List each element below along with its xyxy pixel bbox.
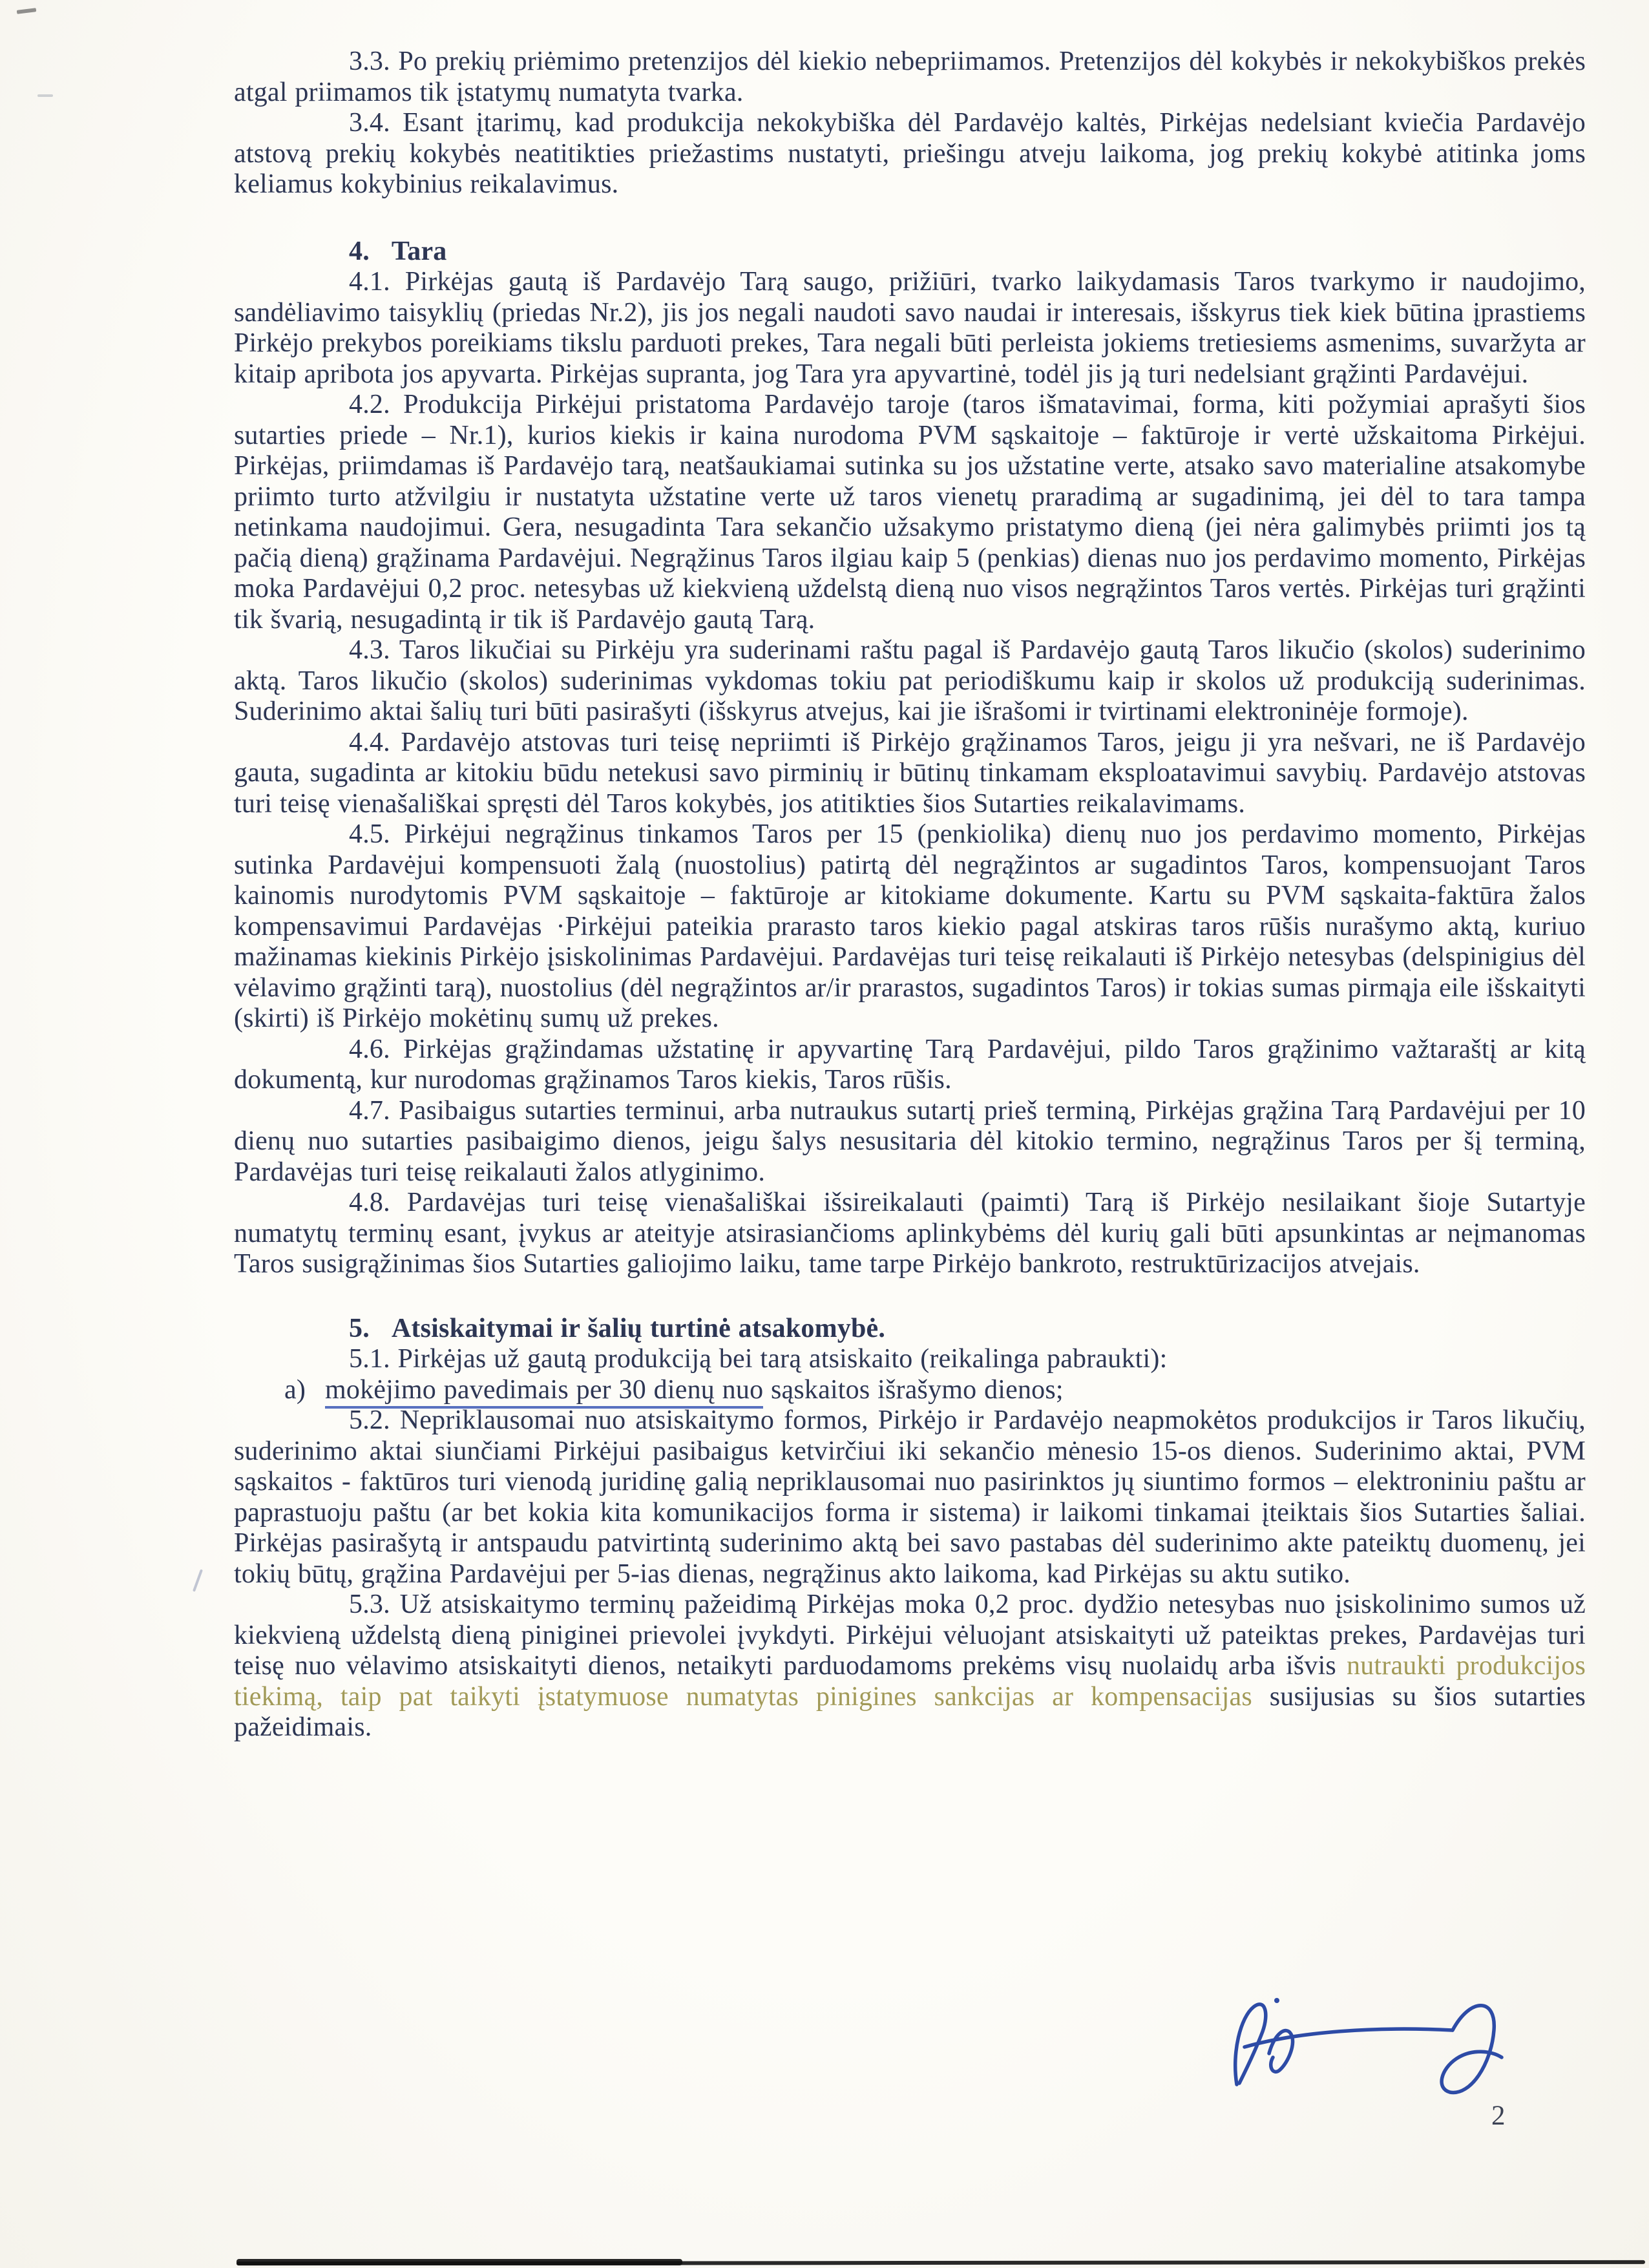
- scan-artifact-mark: [37, 94, 53, 97]
- signature-stroke: [1442, 2006, 1502, 2093]
- clause-5-3-faded-text: nutraukti produkcijos tiekimą, taip pat taikyti įstatymuose numatytas pinigines sankcijas ar kompensacijas: [234, 1651, 1586, 1712]
- clause-5-2: 5.2. Nepriklausomai nuo atsiskaitymo formos, Pirkėjo ir Pardavėjo neapmokėtos produkcijos ir Taros likučių, suderinimo aktai siunčiami Pirkėjui pasibaigus ketvirčiui iki sekančio mėnesio 15-os dienos. Suderinimo aktai, PVM sąskaitos - faktūros turi vienodą juridinę galią nepriklausomai nuo pasirinktos jų siuntimo formos – elektroniniu paštu ar paprastuoju paštu (ar bet kokia kita komunikacijos forma ir sistema) ir laikomi tinkamai įteiktais šios Sutarties šaliai. Pirkėjas pasirašytą ir antspaudu patvirtintą suderinimo aktą bei savo pastabas dėl suderinimo akte pateiktų duomenų, jei tokių būtų, grąžina Pardavėjui per 5-ias dienas, negrąžinus akto laikoma, kad Pirkėjas su aktu sutiko.: [234, 1405, 1586, 1589]
- clause-5-3-end: susijusias su šios sutarties pažeidimais.: [234, 1681, 1586, 1742]
- scan-edge-artifact: [236, 2259, 682, 2265]
- clause-4-4: 4.4. Pardavėjo atstovas turi teisę nepriimti iš Pirkėjo grąžinamos Taros, jeigu ji yra nešvari, ne iš Pardavėjo gauta, sugadinta ar kitokiu būdu netekusi savo pirminių ir būtinų tinkamam eksploatavimui savybių. Pardavėjo atstovas turi teisę vienašališkai spręsti dėl Taros kokybės, jos atitikties šios Sutarties reikalavimams.: [234, 727, 1586, 819]
- clause-4-5: 4.5. Pirkėjui negrąžinus tinkamos Taros per 15 (penkiolika) dienų nuo jos perdavimo momento, Pirkėjas sutinka Pardavėjui kompensuoti žalą (nuostolius) patirtą dėl negrąžintos ar sugadintos Taros, kompensuojant Taros kainomis nurodytomis PVM sąskaitoje – faktūroje ar kitokiame dokumente. Kartu su PVM sąskaita-faktūra žalos kompensavimui Pardavėjas ·Pirkėjui pateikia prarasto taros kiekio pagal atskiras taros rūšis nurašymo aktą, kuriuo mažinamas kiekinis Pirkėjo įsiskolinimas Pardavėjui. Pardavėjas turi teisę reikalauti iš Pirkėjo netesybas (delspinigius dėl vėlavimo grąžinti tarą), nuostolius (dėl negrąžintos ar/ir prarastos, sugadintos Taros) ir tokias sumas pirmąja eile išskaityti (skirti) iš Pirkėjo mokėtinų sumų už prekes.: [234, 819, 1586, 1033]
- signature: [1182, 1955, 1518, 2123]
- section-5-heading: [234, 1314, 1586, 1345]
- payment-option-a: [234, 1375, 1586, 1406]
- signature-dot: [1274, 1998, 1279, 2003]
- item-a-underlined-text: mokėjimo pavedimais per 30 dienų nuo: [325, 1375, 763, 1409]
- clause-4-7: 4.7. Pasibaigus sutarties terminui, arba nutraukus sutartį prieš terminą, Pirkėjas grąžina Tarą Pardavėjui per 10 dienų nuo sutarties pasibaigimo dienos, jeigu šalys nesusitaria dėl kitokio termino, negrąžinus Taros per šį terminą, Pardavėjas turi teisę reikalauti žalos atlyginimo.: [234, 1095, 1586, 1187]
- clause-4-2: 4.2. Produkcija Pirkėjui pristatoma Pardavėjo taroje (taros išmatavimai, forma, kiti požymiai aprašyti šios sutarties priede – Nr.1), kurios kiekis ir kaina nurodoma PVM sąskaitoje – faktūroje ir vertė užskaitoma Pirkėjui. Pirkėjas, priimdamas iš Pardavėjo tarą, neatšaukiamai sutinka su jos užstatine verte, atsako savo materialine atsakomybe priimto turto atžvilgiu ir nustatyta užstatine verte už taros vienetų praradimą ar sugadinimą, jei dėl to tara tampa netinkama naudojimui. Gera, nesugadinta Tara sekančio užsakymo pristatymo dieną (jei nėra galimybės priimti jos tą pačią dieną) grąžinama Pardavėjui. Negrąžinus Taros ilgiau kaip 5 (penkias) dienas nuo jos perdavimo momento, Pirkėjas moka Pardavėjui 0,2 proc. netesybas už kiekvieną uždelstą dieną nuo visos negrąžintos Taros vertės. Pirkėjas turi grąžinti tik švarią, nesugadintą ir tik iš Pardavėjo gautą Tarą.: [234, 390, 1586, 635]
- scan-artifact-mark: [193, 1569, 203, 1591]
- clause-4-3: 4.3. Taros likučiai su Pirkėju yra suderinami raštu pagal iš Pardavėjo gautą Taros likučio (skolos) suderinimo aktą. Taros likučio (skolos) suderinimas vykdomas tokiu pat periodiškumu kaip ir skolos už produkciją suderinimas. Suderinimo aktai šalių turi būti pasirašyti (išskyrus atvejus, kai jie išrašomi ir tvirtinami elektroninėje formoje).: [234, 635, 1586, 726]
- scan-artifact-mark: [17, 8, 37, 14]
- clause-3-4: 3.4. Esant įtarimų, kad produkcija nekokybiška dėl Pardavėjo kaltės, Pirkėjas nedelsiant kviečia Pardavėjo atstovą prekių kokybės neatitikties priežastims nustatyti, priešingu atveju laikoma, jog prekių kokybė atitinka joms keliamus kokybinius reikalavimus.: [234, 108, 1586, 199]
- signature-stroke: [1245, 2029, 1453, 2047]
- clause-4-8: 4.8. Pardavėjas turi teisę vienašališkai išsireikalauti (paimti) Tarą iš Pirkėjo nesilaikant šioje Sutartyje numatytų terminų esant, įvykus ar ateityje atsirasiančioms aplinkybėms dėl kurių gali būti apsunkintas ar neįmanomas Taros susigrąžinimas šios Sutarties galiojimo laiku, tame tarpe Pirkėjo bankroto, restruktūrizacijos atvejais.: [234, 1188, 1586, 1279]
- signature-strokes: [1235, 1998, 1502, 2092]
- page-number: 2: [1491, 2101, 1506, 2131]
- section-4-title: Tara: [391, 236, 447, 266]
- item-a-rest-text: sąskaitos išrašymo dienos;: [763, 1374, 1064, 1405]
- section-5-number: 5.: [349, 1313, 370, 1343]
- clause-5-3-start: 5.3. Už atsiskaitymo terminų pažeidimą Pirkėjas moka 0,2 proc. dydžio netesybas nuo įsiskolinimo sumos už kiekvieną uždelstą dieną piniginei prievolei įvykdyti. Pirkėjui vėluojant atsiskaityti už pateiktas prekes, Pardavėjas turi teisę nuo vėlavimo atsiskaityti dienos, netaikyti parduodamoms prekėms visų nuolaidų arba išvis: [234, 1590, 1586, 1681]
- clause-4-6: 4.6. Pirkėjas grąžindamas užstatinę ir apyvartinę Tarą Pardavėjui, pildo Taros grąžinimo važtaraštį ar kitą dokumentą, kur nurodomas grąžinamos Taros kiekis, Taros rūšis.: [234, 1034, 1586, 1095]
- section-4-heading: [234, 236, 1586, 268]
- item-a-marker: a): [284, 1374, 306, 1405]
- section-4-number: 4.: [349, 236, 370, 266]
- clause-5-3: [234, 1590, 1586, 1743]
- clause-5-1: 5.1. Pirkėjas už gautą produkciją bei tarą atsiskaito (reikalinga pabraukti):: [349, 1344, 1168, 1374]
- section-5-title: Atsiskaitymai ir šalių turtinė atsakomybė.: [391, 1313, 886, 1343]
- contract-text-block: [234, 47, 1586, 1743]
- clause-4-1: 4.1. Pirkėjas gautą iš Pardavėjo Tarą saugo, prižiūri, tvarko laikydamasis Taros tvarkymo ir naudojimo, sandėliavimo taisyklių (priedas Nr.2), jis jos negali naudoti savo naudai ir interesais, išskyrus tiek kiek būtina įprastiems Pirkėjo prekybos poreikiams tikslu parduoti prekes, Tara negali būti perleista jokiems tretiesiems asmenims, suvaržyta ar kitaip apribota jos apyvarta. Pirkėjas supranta, jog Tara yra apyvartinė, todėl jis ją turi nedelsiant grąžinti Pardavėjui.: [234, 267, 1586, 389]
- clause-3-3: 3.3. Po prekių priėmimo pretenzijos dėl kiekio nebepriimamos. Pretenzijos dėl kokybės ir nekokybiškos prekės atgal priimamos tik įstatymų numatyta tvarka.: [234, 47, 1586, 107]
